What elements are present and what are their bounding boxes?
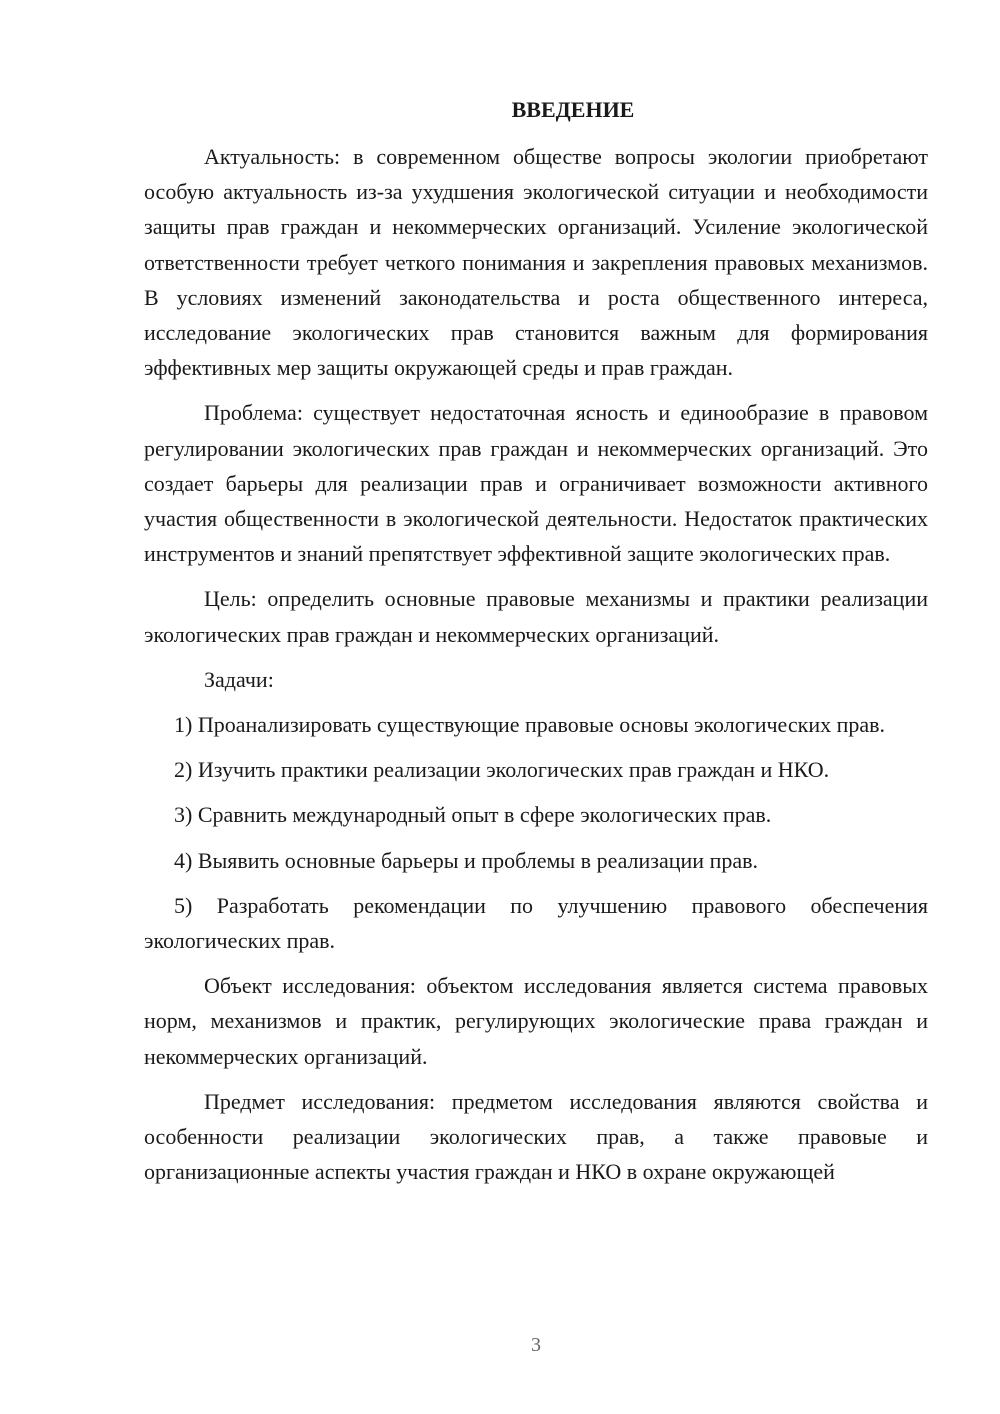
task-item-3: 3) Сравнить международный опыт в сфере экологических прав. xyxy=(174,802,772,828)
page-number: 3 xyxy=(531,1334,541,1356)
tasks-label: Задачи: xyxy=(204,666,274,692)
task-item-1: 1) Проанализировать существующие правовые основы экологических прав. xyxy=(174,712,886,738)
page-content xyxy=(144,92,928,1189)
task-item-2: 2) Изучить практики реализации экологических прав граждан и НКО. xyxy=(174,757,830,783)
paragraph-subject: Предмет исследования: предметом исследования являются свойства и особенности реализации экологических прав, а также правовые и организационные аспекты участия граждан и НКО в охране окружающей xyxy=(144,1088,928,1185)
section-heading: ВВЕДЕНИЕ xyxy=(511,97,635,122)
paragraph-problem: Проблема: существует недостаточная ясность и единообразие в правовом регулировании экологических прав граждан и некоммерческих организаций. Это создает барьеры для реализации прав и ограничивает возможности активного участия общественности в экологической деятельности. Недостаток практических инструментов и знаний препятствует эффективной защите экологических прав. xyxy=(144,400,928,567)
paragraph-object: Объект исследования: объектом исследования является система правовых норм, механизмов и практик, регулирующих экологические права граждан и некоммерческих организаций. xyxy=(144,973,928,1069)
task-item-4: 4) Выявить основные барьеры и проблемы в реализации прав. xyxy=(174,847,759,873)
task-item-5: 5) Разработать рекомендации по улучшению правового обеспечения экологических прав. xyxy=(144,892,928,954)
paragraph-goal: Цель: определить основные правовые механизмы и практики реализации экологических прав граждан и некоммерческих организаций. xyxy=(144,586,928,647)
paragraph-relevance: Актуальность: в современном обществе вопросы экологии приобретают особую актуальность из-за ухудшения экологической ситуации и необходимости защиты прав граждан и некоммерческих организаций. Усиление экологической ответственности требует четкого понимания и закрепления правовых механизмов. В условиях изменений законодательства и роста общественного интереса, исследование экологических прав становится важным для формирования эффективных мер защиты окружающей среды и прав граждан. xyxy=(144,144,928,381)
